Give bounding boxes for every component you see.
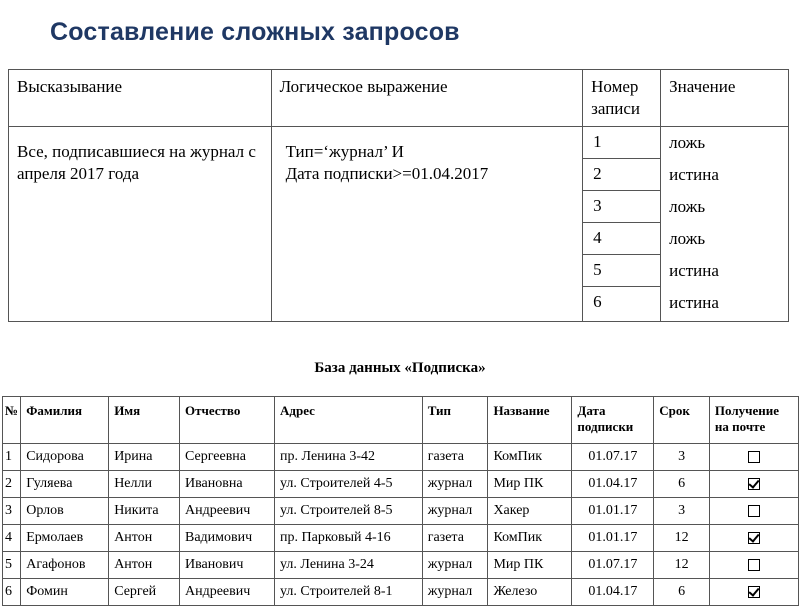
table-row <box>3 444 799 471</box>
db-column-header: Адрес <box>275 397 423 444</box>
logic-table-body <box>9 127 789 322</box>
empty-checkbox-icon <box>748 451 760 463</box>
table-cell: Антон <box>109 552 180 579</box>
table-cell: Мир ПК <box>488 552 572 579</box>
table-cell: пр. Ленина 3-42 <box>275 444 423 471</box>
table-cell: 2 <box>3 471 21 498</box>
empty-checkbox-icon <box>748 559 760 571</box>
table-cell: пр. Парковый 4-16 <box>275 525 423 552</box>
table-cell: журнал <box>422 579 488 606</box>
db-column-header: Дата подписки <box>572 397 654 444</box>
record-number: 1 <box>583 127 660 159</box>
db-column-header: № <box>3 397 21 444</box>
record-value: истина <box>669 261 719 280</box>
table-cell: Ирина <box>109 444 180 471</box>
table-cell: журнал <box>422 552 488 579</box>
table-cell: Фомин <box>21 579 109 606</box>
table-cell: 6 <box>3 579 21 606</box>
db-column-header: Тип <box>422 397 488 444</box>
table-cell: Антон <box>109 525 180 552</box>
checked-checkbox-icon <box>748 532 760 544</box>
record-number: 6 <box>593 292 602 311</box>
table-cell: 3 <box>654 444 710 471</box>
table-cell: 6 <box>654 471 710 498</box>
database-title: База данных «Подписка» <box>314 360 486 376</box>
db-column-header: Получение на почте <box>709 397 798 444</box>
table-cell: 01.01.17 <box>572 498 654 525</box>
table-cell: 12 <box>654 525 710 552</box>
mail-delivery-cell <box>709 552 798 579</box>
mail-delivery-cell <box>709 525 798 552</box>
table-cell: Сергей <box>109 579 180 606</box>
database-header-row <box>3 397 799 444</box>
mail-delivery-cell <box>709 471 798 498</box>
statement-text: Все, подписавшиеся на журнал с апреля 2017 года <box>17 142 256 183</box>
empty-checkbox-icon <box>748 505 760 517</box>
table-cell: 01.01.17 <box>572 525 654 552</box>
record-value: истина <box>669 293 719 312</box>
table-cell: Вадимович <box>179 525 274 552</box>
table-cell: Нелли <box>109 471 180 498</box>
record-number: 4 <box>583 223 660 255</box>
mail-delivery-cell <box>709 579 798 606</box>
table-cell: 01.07.17 <box>572 552 654 579</box>
table-row <box>3 552 799 579</box>
record-numbers-column <box>583 127 661 322</box>
table-cell: Железо <box>488 579 572 606</box>
table-cell: 01.07.17 <box>572 444 654 471</box>
table-cell: газета <box>422 444 488 471</box>
table-cell: Никита <box>109 498 180 525</box>
table-cell: 01.04.17 <box>572 471 654 498</box>
table-cell: 6 <box>654 579 710 606</box>
table-cell: Андреевич <box>179 579 274 606</box>
table-cell: Сидорова <box>21 444 109 471</box>
record-value: ложь <box>669 133 706 152</box>
table-row <box>3 471 799 498</box>
database-body <box>3 444 799 606</box>
record-value: ложь <box>669 229 706 248</box>
page-title: Составление сложных запросов <box>50 18 460 46</box>
mail-delivery-cell <box>709 498 798 525</box>
db-column-header: Отчество <box>179 397 274 444</box>
record-values-column <box>661 127 789 322</box>
table-row <box>3 498 799 525</box>
logic-table-header <box>9 70 789 127</box>
table-cell: ул. Строителей 4-5 <box>275 471 423 498</box>
checked-checkbox-icon <box>748 478 760 490</box>
header-record-number: Номер записи <box>591 77 641 118</box>
record-number: 2 <box>583 159 660 191</box>
expression-line-2: Дата подписки>=01.04.2017 <box>285 164 489 183</box>
table-cell: ул. Ленина 3-24 <box>275 552 423 579</box>
table-cell: Агафонов <box>21 552 109 579</box>
table-cell: Мир ПК <box>488 471 572 498</box>
table-cell: 12 <box>654 552 710 579</box>
db-column-header: Фамилия <box>21 397 109 444</box>
logic-table <box>8 69 789 322</box>
subscription-database-table <box>2 396 799 606</box>
header-expression: Логическое выражение <box>279 77 448 96</box>
table-cell: КомПик <box>488 444 572 471</box>
record-number: 3 <box>583 191 660 223</box>
table-cell: Гуляева <box>21 471 109 498</box>
table-cell: 3 <box>3 498 21 525</box>
table-cell: журнал <box>422 471 488 498</box>
table-cell: Андреевич <box>179 498 274 525</box>
header-value: Значение <box>669 77 736 96</box>
table-cell: 3 <box>654 498 710 525</box>
record-value: ложь <box>669 197 706 216</box>
table-cell: Ермолаев <box>21 525 109 552</box>
table-cell: 5 <box>3 552 21 579</box>
table-cell: Иванович <box>179 552 274 579</box>
header-statement: Высказывание <box>17 77 123 96</box>
table-row <box>3 525 799 552</box>
table-cell: ул. Строителей 8-5 <box>275 498 423 525</box>
expression-line-1: Тип=‘журнал’ И <box>285 142 404 161</box>
table-cell: 01.04.17 <box>572 579 654 606</box>
table-cell: Сергеевна <box>179 444 274 471</box>
record-value: истина <box>669 165 719 184</box>
table-cell: Ивановна <box>179 471 274 498</box>
table-cell: Хакер <box>488 498 572 525</box>
db-column-header: Срок <box>654 397 710 444</box>
table-cell: журнал <box>422 498 488 525</box>
table-cell: 1 <box>3 444 21 471</box>
checked-checkbox-icon <box>748 586 760 598</box>
mail-delivery-cell <box>709 444 798 471</box>
db-column-header: Название <box>488 397 572 444</box>
table-row <box>3 579 799 606</box>
table-cell: газета <box>422 525 488 552</box>
table-cell: ул. Строителей 8-1 <box>275 579 423 606</box>
record-number: 5 <box>583 255 660 287</box>
db-column-header: Имя <box>109 397 180 444</box>
table-cell: 4 <box>3 525 21 552</box>
table-cell: КомПик <box>488 525 572 552</box>
table-cell: Орлов <box>21 498 109 525</box>
